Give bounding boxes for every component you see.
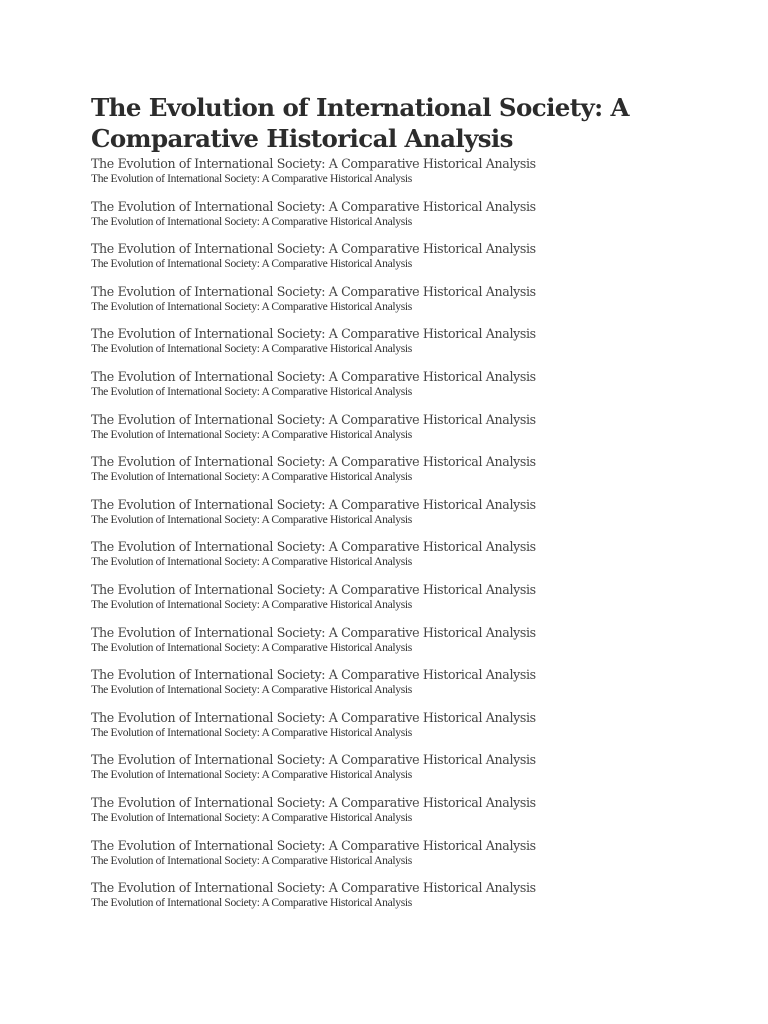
page-title: The Evolution of International Society: A Comparative Historical Analysis	[91, 93, 629, 153]
entry-subtitle: The Evolution of International Society: A Comparative Historical Analysis	[91, 299, 412, 313]
entry-title: The Evolution of International Society: A Comparative Historical Analysis	[91, 496, 536, 512]
document-page	[91, 92, 691, 923]
entry-title: The Evolution of International Society: A Comparative Historical Analysis	[91, 411, 536, 427]
entry-subtitle: The Evolution of International Society: A Comparative Historical Analysis	[91, 555, 412, 569]
entry-title: The Evolution of International Society: A Comparative Historical Analysis	[91, 581, 536, 597]
entry-title: The Evolution of International Society: A Comparative Historical Analysis	[91, 454, 536, 470]
entry-title: The Evolution of International Society: A Comparative Historical Analysis	[91, 198, 536, 214]
list-item	[91, 369, 691, 412]
list-item	[91, 156, 691, 199]
list-item	[91, 582, 691, 625]
entry-title: The Evolution of International Society: A Comparative Historical Analysis	[91, 156, 536, 171]
entry-subtitle: The Evolution of International Society: A Comparative Historical Analysis	[91, 810, 412, 824]
entry-title: The Evolution of International Society: A Comparative Historical Analysis	[91, 283, 536, 299]
entry-subtitle: The Evolution of International Society: A Comparative Historical Analysis	[91, 172, 412, 185]
entry-subtitle: The Evolution of International Society: A Comparative Historical Analysis	[91, 597, 412, 611]
list-item	[91, 625, 691, 668]
entry-title: The Evolution of International Society: A Comparative Historical Analysis	[91, 794, 536, 810]
entry-title: The Evolution of International Society: A Comparative Historical Analysis	[91, 539, 536, 555]
list-item	[91, 838, 691, 881]
entry-subtitle: The Evolution of International Society: A Comparative Historical Analysis	[91, 214, 412, 228]
entry-title: The Evolution of International Society: A Comparative Historical Analysis	[91, 709, 536, 725]
entry-title: The Evolution of International Society: A Comparative Historical Analysis	[91, 752, 536, 768]
list-item	[91, 199, 691, 242]
entry-title: The Evolution of International Society: A Comparative Historical Analysis	[91, 880, 536, 896]
entry-subtitle: The Evolution of International Society: A Comparative Historical Analysis	[91, 683, 412, 697]
entry-subtitle: The Evolution of International Society: A Comparative Historical Analysis	[91, 853, 412, 867]
entry-subtitle: The Evolution of International Society: A Comparative Historical Analysis	[91, 512, 412, 526]
entry-title: The Evolution of International Society: A Comparative Historical Analysis	[91, 837, 536, 853]
list-item	[91, 284, 691, 327]
entry-title: The Evolution of International Society: A Comparative Historical Analysis	[91, 241, 536, 257]
entry-title: The Evolution of International Society: A Comparative Historical Analysis	[91, 624, 536, 640]
list-item	[91, 880, 691, 923]
entry-subtitle: The Evolution of International Society: A Comparative Historical Analysis	[91, 470, 412, 484]
list-item	[91, 412, 691, 455]
list-item	[91, 497, 691, 540]
entry-title: The Evolution of International Society: A Comparative Historical Analysis	[91, 368, 536, 384]
entry-subtitle: The Evolution of International Society: A Comparative Historical Analysis	[91, 896, 412, 910]
entry-list	[91, 156, 691, 923]
entry-subtitle: The Evolution of International Society: A Comparative Historical Analysis	[91, 768, 412, 782]
entry-subtitle: The Evolution of International Society: A Comparative Historical Analysis	[91, 342, 412, 356]
list-item	[91, 241, 691, 284]
list-item	[91, 326, 691, 369]
entry-subtitle: The Evolution of International Society: A Comparative Historical Analysis	[91, 427, 412, 441]
list-item	[91, 667, 691, 710]
list-item	[91, 710, 691, 753]
list-item	[91, 539, 691, 582]
entry-subtitle: The Evolution of International Society: A Comparative Historical Analysis	[91, 725, 412, 739]
entry-subtitle: The Evolution of International Society: A Comparative Historical Analysis	[91, 257, 412, 271]
entry-subtitle: The Evolution of International Society: A Comparative Historical Analysis	[91, 640, 412, 654]
entry-title: The Evolution of International Society: A Comparative Historical Analysis	[91, 667, 536, 683]
list-item	[91, 752, 691, 795]
list-item	[91, 454, 691, 497]
list-item	[91, 795, 691, 838]
entry-title: The Evolution of International Society: A Comparative Historical Analysis	[91, 326, 536, 342]
entry-subtitle: The Evolution of International Society: A Comparative Historical Analysis	[91, 384, 412, 398]
